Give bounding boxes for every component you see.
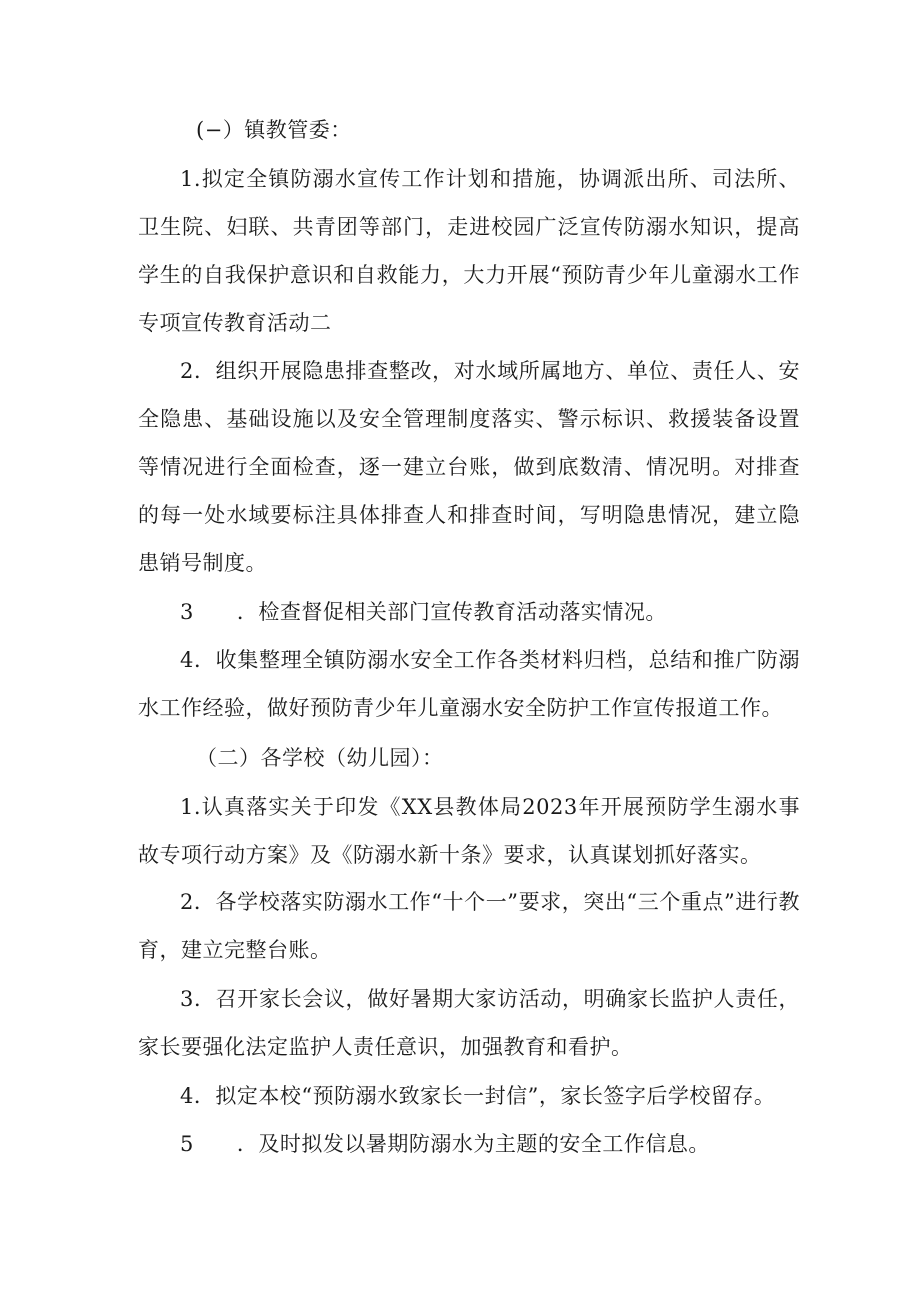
section-1-heading (138, 106, 800, 154)
section-1-heading-text: (−）镇教管委： (196, 118, 352, 142)
section-2-item-4 (138, 1072, 800, 1120)
section-2-heading (138, 734, 800, 782)
section-2-item-3 (138, 975, 800, 1071)
section-2-item-3-text: 3．召开家长会议，做好暑期大家访活动，明确家长监护人责任，家长要强化法定监护人责任意识，加强教育和看护。 (138, 987, 800, 1059)
section-2-item-1-text: 1.认真落实关于印发《XX县教体局2023年开展预防学生溺水事故专项行动方案》及《防溺水新十条》要求，认真谋划抓好落实。 (138, 795, 800, 867)
section-2-item-4-text: 4．拟定本校“预防溺水致家长一封信”，家长签字后学校留存。 (180, 1084, 776, 1108)
section-1-item-2-text: 2．组织开展隐患排查整改，对水域所属地方、单位、责任人、安全隐患、基础设施以及安全管理制度落实、警示标识、救援装备设置等情况进行全面检查，逐一建立台账，做到底数清、情况明。对排查的每一处水域要标注具体排查人和排查时间，写明隐患情况，建立隐患销号制度。 (138, 359, 800, 575)
section-1-item-1-text: 1.拟定全镇防溺水宣传工作计划和措施，协调派出所、司法所、卫生院、妇联、共青团等部门，走进校园广泛宣传防溺水知识，提高学生的自我保护意识和自救能力，大力开展“预防青少年儿童溺水工作专项宣传教育活动二 (138, 167, 800, 335)
section-2-item-5-text: 5 ．及时拟发以暑期防溺水为主题的安全工作信息。 (180, 1132, 710, 1156)
section-2-heading-text: （二）各学校（幼儿园）： (196, 746, 444, 770)
section-1-item-2 (138, 347, 800, 587)
section-1-item-1 (138, 155, 800, 347)
section-2-item-5 (138, 1120, 800, 1168)
section-1-item-3-text: 3 ．检查督促相关部门宣传教育活动落实情况。 (180, 600, 667, 624)
section-2-item-2-text: 2．各学校落实防溺水工作“十个一”要求，突出“三个重点”进行教育，建立完整台账。 (138, 890, 800, 962)
section-1-item-3 (138, 588, 800, 636)
section-1-item-4 (138, 636, 800, 732)
section-1-item-4-text: 4．收集整理全镇防溺水安全工作各类材料归档，总结和推广防溺水工作经验，做好预防青少年儿童溺水安全防护工作宣传报道工作。 (138, 648, 800, 720)
section-2-item-1 (138, 783, 800, 879)
section-2-item-2 (138, 878, 800, 974)
